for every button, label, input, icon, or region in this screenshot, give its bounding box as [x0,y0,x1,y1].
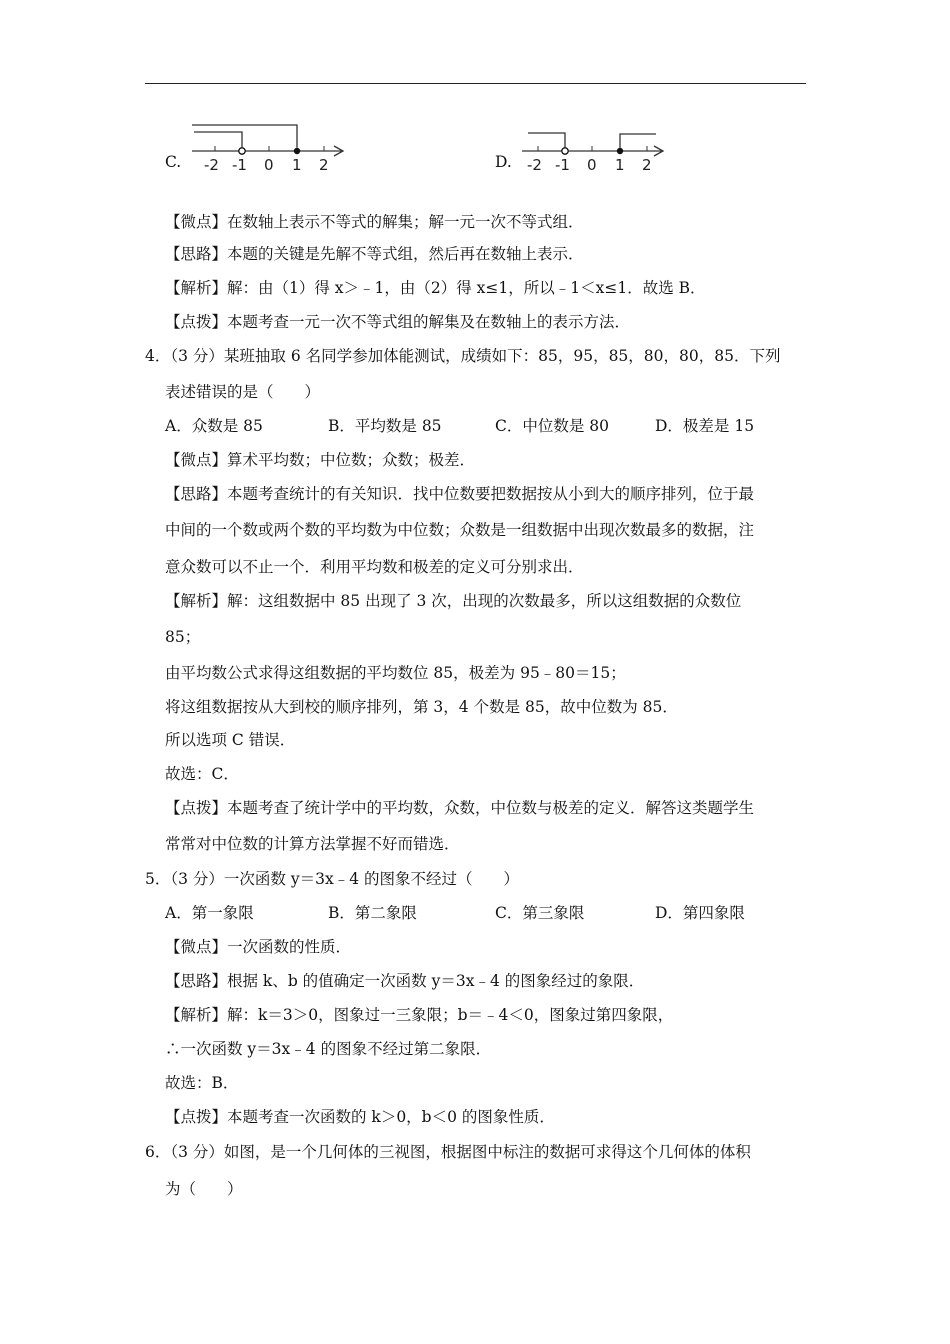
header-rule [145,83,806,84]
tick-label: 0 [587,156,597,174]
q5-option-a: A．第一象限 [165,904,254,922]
q3-weidian: 【微点】在数轴上表示不等式的解集；解一元一次不等式组． [165,213,584,231]
tick-label: -1 [555,156,570,174]
tick-label: 2 [319,156,329,174]
q5-silu: 【思路】根据 k、b 的值确定一次函数 y＝3x﹣4 的图象经过的象限． [165,972,645,990]
q4-jiexi: 【解析】解：这组数据中 85 出现了 3 次，出现的次数最多，所以这组数据的众数位 [165,592,742,610]
q6-stem: 6．（3 分）如图，是一个几何体的三视图，根据图中标注的数据可求得这个几何体的体积 [145,1143,751,1161]
q5-option-d: D．第四象限 [655,904,745,922]
q5-answer: 故选：B． [165,1074,239,1092]
q5-jiexi: 【解析】解：k＝3＞0，图象过一三象限；b＝﹣4＜0，图象过第四象限， [165,1006,674,1024]
tick-label: -1 [232,156,247,174]
q4-stem-cont: 表述错误的是（ ） [165,383,321,401]
q6-stem-cont: 为（ ） [165,1180,243,1198]
q4-weidian: 【微点】算术平均数；中位数；众数；极差． [165,451,476,469]
option-c-letter: C. [165,153,182,171]
q4-silu-cont: 中间的一个数或两个数的平均数为中位数；众数是一组数据中出现次数最多的数据，注 [165,521,755,539]
q4-dianbo: 【点拨】本题考查了统计学中的平均数，众数，中位数与极差的定义．解答这类题学生 [165,799,755,817]
q3-dianbo: 【点拨】本题考查一元一次不等式组的解集及在数轴上的表示方法． [165,313,631,331]
q4-silu-cont: 意众数可以不止一个．利用平均数和极差的定义可分别求出． [165,558,584,576]
q4-option-a: A．众数是 85 [165,417,263,435]
q4-silu: 【思路】本题考查统计的有关知识．找中位数要把数据按从小到大的顺序排列，位于最 [165,485,755,503]
q4-jiexi-cont: 将这组数据按从大到校的顺序排列，第 3，4 个数是 85，故中位数为 85． [165,698,678,716]
tick-label: 1 [615,156,625,174]
q3-jiexi: 【解析】解：由（1）得 x＞﹣1，由（2）得 x≤1，所以﹣1＜x≤1．故选 B． [165,279,706,297]
number-line-c [190,118,350,176]
q5-dianbo: 【点拨】本题考查一次函数的 k＞0，b＜0 的图象性质． [165,1108,555,1126]
q5-option-b: B．第二象限 [328,904,417,922]
tick-label: 1 [292,156,302,174]
q5-jiexi-cont: ∴一次函数 y＝3x﹣4 的图象不经过第二象限． [165,1040,492,1058]
tick-label: 0 [264,156,274,174]
q4-option-d: D．极差是 15 [655,417,755,435]
q5-stem: 5．（3 分）一次函数 y＝3x﹣4 的图象不经过（ ） [145,870,519,888]
q4-answer: 故选：C． [165,765,239,783]
number-line-d [520,118,680,176]
option-d-letter: D. [495,153,512,171]
tick-label: 2 [642,156,652,174]
tick-label: -2 [204,156,219,174]
q4-option-b: B．平均数是 85 [328,417,442,435]
q4-jiexi-cont: 85； [165,628,201,646]
q5-option-c: C．第三象限 [495,904,585,922]
q4-jiexi-cont: 由平均数公式求得这组数据的平均数位 85，极差为 95﹣80＝15； [165,664,626,682]
q4-stem: 4．（3 分）某班抽取 6 名同学参加体能测试，成绩如下：85，95，85，80，80，85．下列 [145,347,781,365]
tick-label: -2 [527,156,542,174]
q4-dianbo-cont: 常常对中位数的计算方法掌握不好而错选． [165,835,460,853]
q4-jiexi-cont: 所以选项 C 错误． [165,731,296,749]
q5-weidian: 【微点】一次函数的性质． [165,938,352,956]
q3-silu: 【思路】本题的关键是先解不等式组，然后再在数轴上表示． [165,245,584,263]
q4-option-c: C．中位数是 80 [495,417,610,435]
